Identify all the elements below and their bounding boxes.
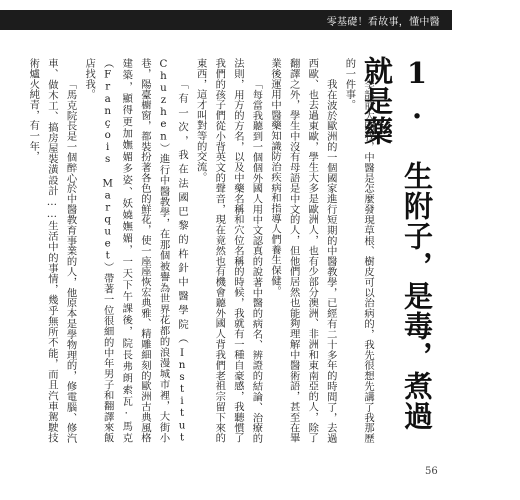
paragraph: 「有一次，我在法國巴黎的杵針中醫學院（Institut Chuzhen）進行中醫教學，在那個被譽為世界花都的浪漫城市裡，大街小巷，陽臺櫥窗，都裝扮著各色的鮮花，使一座座恢宏典雅、精雕細刻的歐洲古典風格建築，顯得更加嫵媚多姿、妖嬈嫵媚，一天下午課後，院長弗朗索瓦·馬克（François Marquet）帶著一位很細的中年男子和翻譯來飯店找我。 xyxy=(83,58,189,443)
paragraph: 「每當我聽到一個個外國人用中文認真的說著中醫的病名、辨證的結論、治療的法則，用方的方名，以及中藥名稱和穴位名稱的時候，我就有一種自豪感，我聽慣了我們的孩子們從小背英文的聲音，現在竟然也有機會聽外國人背我們老祖宗留下來的東西，這才叫對等的交流。 xyxy=(194,58,263,443)
page-number: 56 xyxy=(425,466,438,477)
page-content xyxy=(27,56,437,443)
paragraph: 李韶前大問我，中醫是怎麼發現草根、樹皮可以治病的，我先很想先講了我那歷的一件事。 xyxy=(343,58,374,443)
chapter-title: 1. 生附子，是毒，煮過就是藥 xyxy=(360,56,434,431)
running-header xyxy=(0,10,452,30)
paragraph: 我在波於歐洲的一個國家進行短期的中醫教學，已經有二十多年的時間了，去過西歐、也去過東歐，學生大多是歐洲人，也有少部分澳洲、非洲和東南亞的人，除了翻譯之外，學生中沒有母語是中文的人，但他們居然也能夠理解中醫術語，甚至在畢業後運用中醫藥知識防治疾病和指導人們養生保健。 xyxy=(269,58,337,443)
running-header-text: 零基礎！看故事，懂中醫 xyxy=(326,17,440,28)
body-text xyxy=(27,58,377,443)
paragraph: 「馬克院長是一個醉心於中醫教育事業的人，他原本是學物理的，修電腦、修汽車、做木工、搞房屋裝潢設計……生活中的事情，幾乎無所不能，而且汽車駕駛技術爐火純青，有一年， xyxy=(27,58,77,443)
